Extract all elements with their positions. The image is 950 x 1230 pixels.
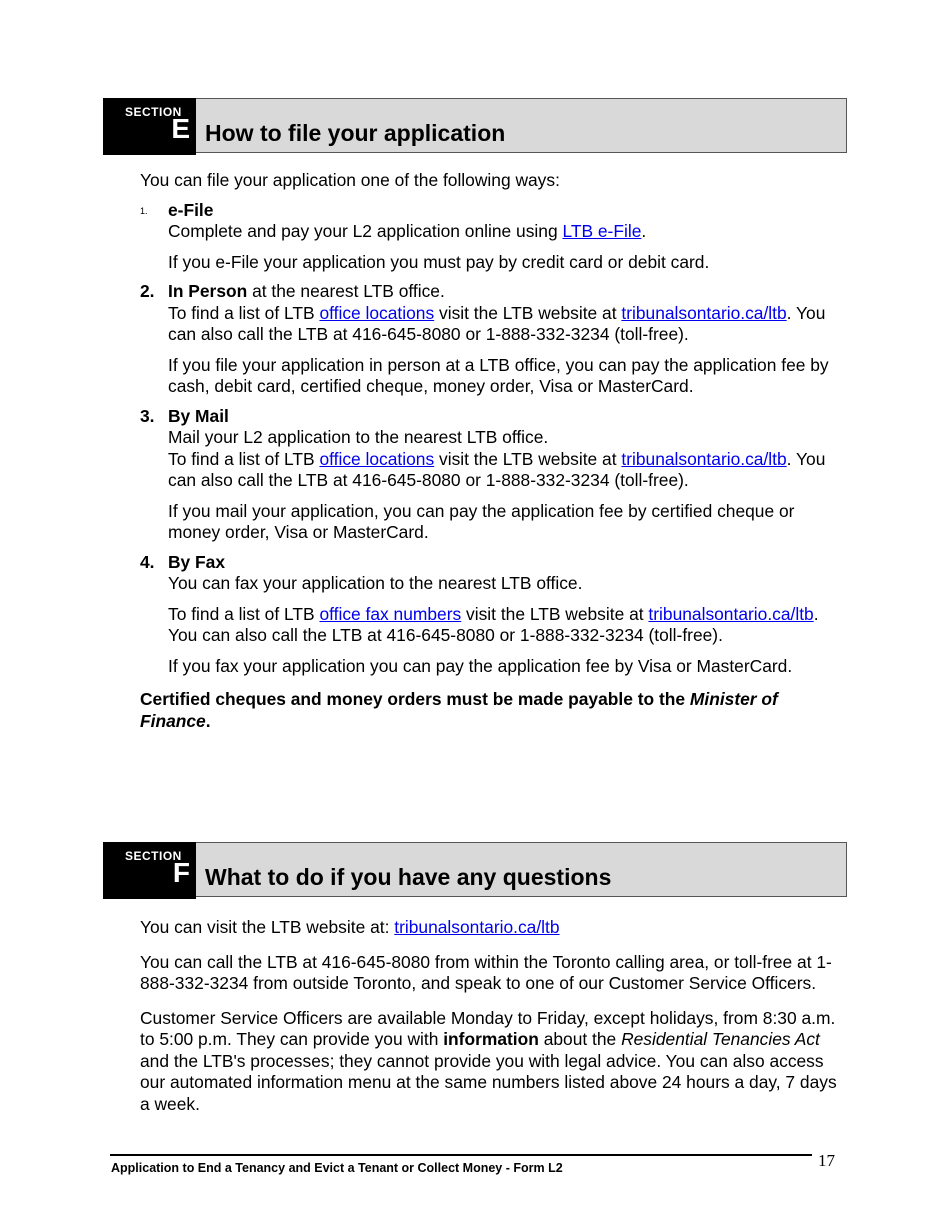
find-office-text: To find a list of LTB office locations visit the LTB website at tribunalsontario.ca/ltb. You can also call the LTB at 416-645-8080 or 1-888-332-3234 (toll-free). [168, 302, 826, 344]
item-title-suffix: at the nearest LTB office. [247, 281, 445, 301]
ltb-efile-link[interactable]: LTB e-File [562, 221, 642, 241]
office-locations-link[interactable]: office locations [319, 448, 435, 469]
item-number: 3. [140, 405, 155, 426]
section-e-content [140, 170, 840, 732]
mail-payment-note: If you mail your application, you can pay the application fee by certified cheque or money order, Visa or MasterCard. [168, 500, 795, 542]
section-f-header [103, 842, 847, 897]
page-number: 17 [818, 1151, 835, 1170]
filing-method-mail [140, 406, 840, 544]
item-title: In Person [168, 281, 248, 301]
in-person-payment-note: If you file your application in person at a LTB office, you can pay the application fee by cash, debit card, certified cheque, money order, Visa or MasterCard. [168, 354, 829, 396]
footer-rule [110, 1154, 812, 1156]
item-number: 2. [140, 281, 155, 301]
section-f-letter: F [172, 857, 190, 888]
payable-notice: Certified cheques and money orders must be made payable to the Minister of Finance. [140, 689, 778, 731]
section-e-title: How to file your application [205, 120, 506, 146]
section-f-content [140, 917, 840, 1128]
efile-payment-note: If you e-File your application you must pay by credit card or debit card. [168, 251, 710, 272]
ltb-website-link[interactable]: tribunalsontario.ca/ltb [621, 448, 787, 469]
ltb-website-link[interactable]: tribunalsontario.ca/ltb [394, 917, 560, 937]
item-title: By Mail [168, 405, 229, 426]
item-number: 4. [140, 551, 155, 572]
section-e-label: SECTION [125, 105, 182, 119]
mail-line: Mail your L2 application to the nearest LTB office. [168, 427, 549, 447]
section-f-tab [103, 842, 196, 899]
visit-website-text: You can visit the LTB website at: tribunalsontario.ca/ltb [140, 917, 560, 937]
section-e-intro: You can file your application one of the following ways: [140, 170, 560, 190]
customer-service-text: Customer Service Officers are available Monday to Friday, except holidays, from 8:30 a.m. to 5:00 p.m. They can provide you with information about the Residential Tenancies Act and the LTB's processes; they cannot provide you with legal advice. You can also access our automated information menu at the same numbers listed above 24 hours a day, 7 days a week. [140, 1007, 837, 1114]
filing-method-in-person [140, 281, 840, 398]
ltb-website-link[interactable]: tribunalsontario.ca/ltb [621, 302, 787, 323]
item-title: e-File [168, 199, 214, 220]
item-title: By Fax [168, 551, 226, 572]
item-number: 1. [140, 205, 148, 216]
fax-line: You can fax your application to the nearest LTB office. [168, 573, 583, 593]
find-fax-text: To find a list of LTB office fax numbers visit the LTB website at tribunalsontario.ca/ltb. You can also call the LTB at 416-645-8080 or 1-888-332-3234 (toll-free). [168, 603, 819, 645]
find-office-text: To find a list of LTB office locations visit the LTB website at tribunalsontario.ca/ltb. You can also call the LTB at 416-645-8080 or 1-888-332-3234 (toll-free). [168, 448, 826, 490]
ltb-website-link[interactable]: tribunalsontario.ca/ltb [648, 603, 814, 624]
office-fax-numbers-link[interactable]: office fax numbers [319, 603, 462, 624]
section-e-letter: E [171, 113, 190, 144]
office-locations-link[interactable]: office locations [319, 302, 435, 323]
efile-line: Complete and pay your L2 application online using LTB e-File. [168, 221, 647, 241]
section-f-label: SECTION [125, 849, 182, 863]
fax-payment-note: If you fax your application you can pay the application fee by Visa or MasterCard. [168, 655, 793, 676]
section-e-header [103, 98, 847, 153]
filing-method-fax [140, 552, 840, 678]
filing-method-efile [140, 200, 840, 274]
footer-form-title: Application to End a Tenancy and Evict a Tenant or Collect Money - Form L2 [111, 1161, 563, 1175]
filing-methods-list [140, 200, 840, 678]
call-ltb-text: You can call the LTB at 416-645-8080 from within the Toronto calling area, or toll-free at 1-888-332-3234 from outside Toronto, and speak to one of our Customer Service Officers. [140, 951, 832, 993]
section-f-title: What to do if you have any questions [205, 864, 612, 890]
section-e-tab [103, 98, 196, 155]
